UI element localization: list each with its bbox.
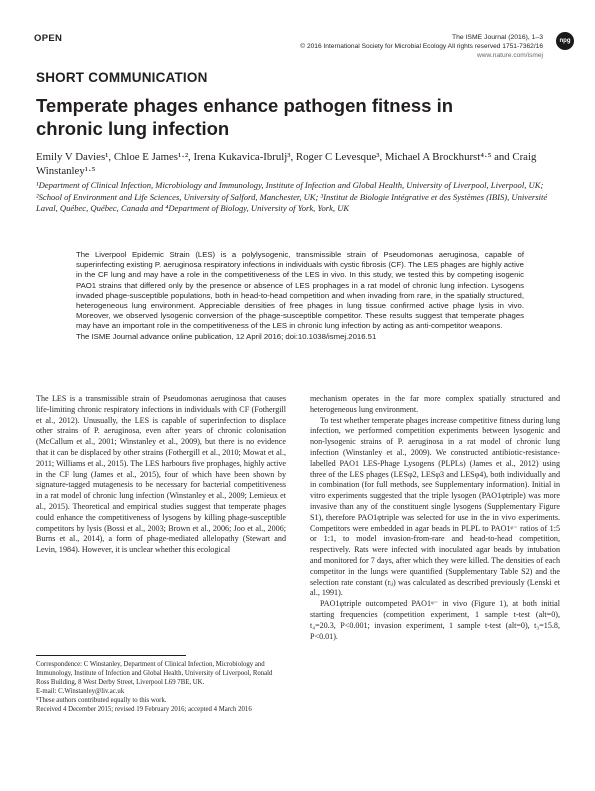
received-dates: Received 4 December 2015; revised 19 February 2016; accepted 4 March 2016 — [36, 706, 252, 714]
journal-line: The ISME Journal (2016), 1–3 — [451, 34, 543, 41]
journal-header — [300, 33, 543, 61]
npg-logo: npg — [556, 32, 574, 50]
author-list: Emily V Davies¹, Chloe E James¹·², Irena Kukavica-Ibrulj³, Roger C Levesque³, Michael A Brockhurst⁴·⁵ and Craig Winstanley¹·⁵ — [36, 151, 537, 177]
body-paragraph: To test whether temperate phages increase competitive fitness during lung infection, we performed competition experiments between lysogenic and non-lysogenic strains of P. aeruginosa in a rat model of chronic lung infection (Winstanley et al., 2009). We constructed antibiotic-resistance-labelled PAO1 LES-Phage Lysogens (PLPLs) (James et al., 2012) using three of the LES phages (LESφ2, LESφ3 and LESφ4), both individually and in combination (for full methods, see Supplementary information). Initial in vitro experiments suggested that the triple lysogen (PAO1φtriple) was more invasive than any of the constituent single lysogens (Supplementary Figure S1), therefore PAO1φtriple was selected for use in the in vivo experiments. Competitors were embedded in agar beads in PLPL to PAO1ᵠ⁻ ratios of 1:5 or 1:1, to model invasion-from-rare and head-to-head competition, respectively. Rats were infected with inoculated agar beads by intubation and monitored for 7 days, after which they were killed. The densities of each competitor in the lungs were quantified (Supplementary Table S2) and the selection rate constant (rᵢⱼ) was calculated as described previously (Lenski et al., 1991). — [310, 415, 560, 598]
body-paragraph: PAO1φtriple outcompeted PAO1ᵠ⁻ in vivo (Figure 1), at both initial starting frequencies (competition experiment, 1 sample t-test (alt=0), t₄=20.3, P<0.001; invasion experiment, 1 sample t-test (alt=0), t₃=15.8, P<0.01). — [310, 599, 560, 641]
footnotes — [36, 660, 286, 715]
section-label: SHORT COMMUNICATION — [36, 70, 208, 85]
abstract — [76, 250, 524, 342]
correspondence: Correspondence: C Winstanley, Department of Clinical Infection, Microbiology and Immunology, Institute of Infection and Global Health, University of Liverpool, Ronald Ross Building, 8 West Derby Street, Liverpool L69 7BE, UK. — [36, 661, 273, 687]
equal-contribution-note: ⁵These authors contributed equally to this work. — [36, 697, 167, 705]
journal-url[interactable]: www.nature.com/ismej — [477, 52, 543, 60]
body-column-left — [36, 394, 286, 556]
affiliations: ¹Department of Clinical Infection, Microbiology and Immunology, Institute of Infection and Global Health, University of Liverpool, Liverpool, UK; ²School of Environment and Life Sciences, University of Salford, Manchester, UK; ³Institut de Biologie Intégrative et des Systèmes (IBIS), Université Laval, Québec, Québec, Canada and ⁴Department of Biology, University of York, York, UK — [36, 180, 548, 213]
copyright-line: © 2016 International Society for Microbial Ecology All rights reserved 1751-7362/16 — [300, 43, 543, 51]
open-access-label: OPEN — [34, 33, 63, 44]
body-paragraph: mechanism operates in the far more complex spatially structured and heterogeneous lung environment. — [310, 394, 560, 414]
body-paragraph: The LES is a transmissible strain of Pseudomonas aeruginosa that causes life-limiting chronic respiratory infections in individuals with CF (Fothergill et al., 2012). Unusually, the LES is capable of superinfection to displace other strains of P. aeruginosa, even after years of chronic colonisation (McCallum et al., 2001; Winstanley et al., 2009), but there is no evidence that it can be displaced by other strains (Fothergill et al., 2010; Mowat et al., 2011; Williams et al., 2015). The LES harbours five prophages, highly active in the CF lung (James et al., 2015), four of which have been shown by signature-tagged mutagenesis to be necessary for bacterial competitiveness in a rat model of chronic lung infection (Winstanley et al., 2009; Lemieux et al., 2015). Theoretical and empirical studies suggest that temperate phages could enhance the competitiveness of lysogens by killing phage-susceptible competitors by lysis (Bossi et al., 2003; Brown et al., 2006; Joo et al., 2006; Burns et al., 2014), a form of phage-mediated allelopathy (Stewart and Levin, 1984). However, it is unclear whether this ecological — [36, 394, 286, 555]
citation-line: The ISME Journal advance online publication, 12 April 2016; doi:10.1038/ismej.2016.51 — [76, 331, 377, 341]
email-link[interactable]: E-mail: C.Winstanley@liv.ac.uk — [36, 688, 125, 696]
footnote-divider — [36, 655, 186, 656]
abstract-text: The Liverpool Epidemic Strain (LES) is a polylysogenic, transmissible strain of Pseudomonas aeruginosa, capable of superinfecting existing P. aeruginosa respiratory infections in individuals with cystic fibrosis (CF). The LES phages are highly active in the CF lung and may have a role in the competitiveness of the LES in vivo. In this study, we tested this by competing isogenic PAO1 strains that differed only by the presence or absence of LES prophages in a rat model of chronic lung infection. Lysogens invaded phage-susceptible populations, both in head-to-head competition and when invading from rare, in the spatially structured, heterogeneous lung environment. Appreciable densities of free phages in lung tissue confirmed active phage lysis in vivo. Moreover, we observed lysogenic conversion of the phage-susceptible competitor. These results suggest that temperate phages may have an important role in the competitiveness of the LES in chronic lung infection by acting as anti-competitor weapons. — [76, 250, 524, 331]
article-title: Temperate phages enhance pathogen fitness in chronic lung infection — [36, 95, 454, 139]
body-column-right — [310, 394, 560, 642]
